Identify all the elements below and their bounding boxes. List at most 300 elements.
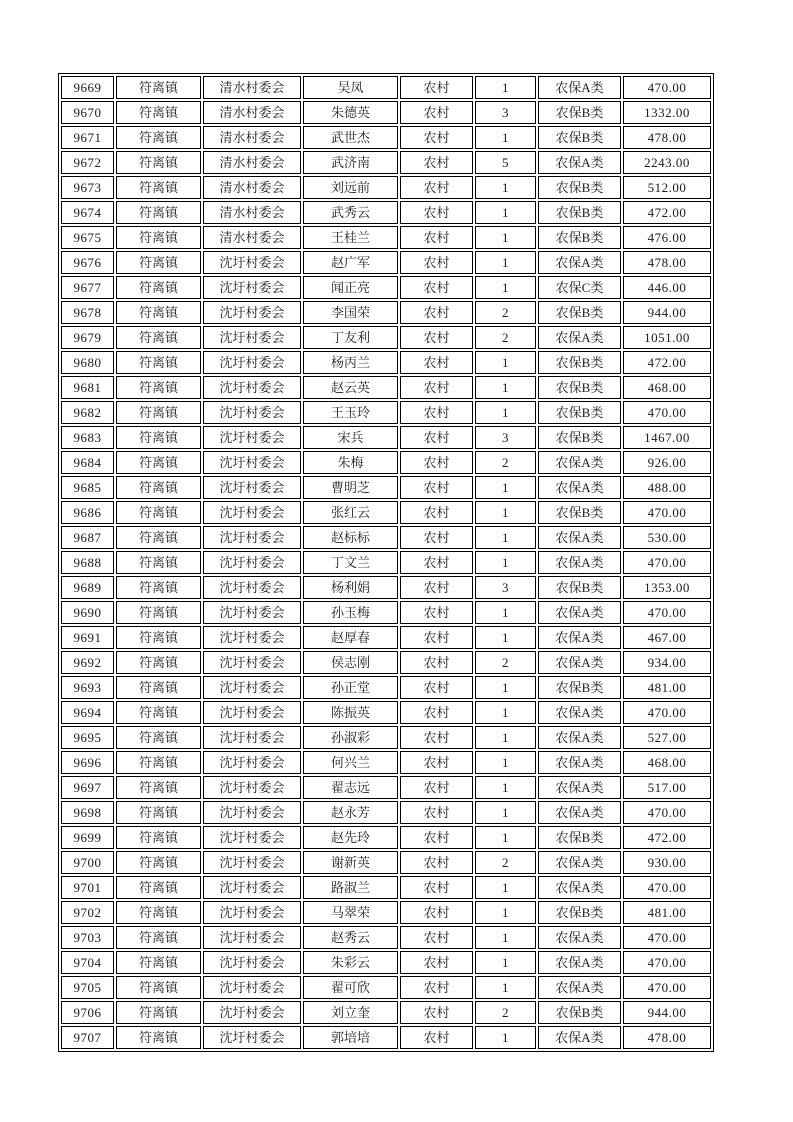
cell-insurance-category: 农保B类	[538, 901, 621, 924]
cell-amount: 944.00	[623, 1001, 711, 1024]
table-row	[61, 751, 711, 774]
table-row	[61, 601, 711, 624]
cell-person-name: 杨利娟	[303, 576, 398, 599]
table-row	[61, 926, 711, 949]
cell-village-committee: 清水村委会	[203, 101, 301, 124]
cell-person-count: 1	[475, 626, 536, 649]
cell-village-committee: 沈圩村委会	[203, 976, 301, 999]
cell-town: 符离镇	[116, 226, 201, 249]
cell-village-committee: 沈圩村委会	[203, 726, 301, 749]
cell-insurance-category: 农保C类	[538, 276, 621, 299]
cell-village-committee: 沈圩村委会	[203, 751, 301, 774]
table-row	[61, 126, 711, 149]
cell-amount: 470.00	[623, 926, 711, 949]
cell-record-number: 9680	[61, 351, 114, 374]
cell-residence-type: 农村	[400, 526, 473, 549]
cell-person-name: 翟志远	[303, 776, 398, 799]
cell-village-committee: 沈圩村委会	[203, 876, 301, 899]
table-row	[61, 801, 711, 824]
cell-town: 符离镇	[116, 326, 201, 349]
cell-insurance-category: 农保B类	[538, 301, 621, 324]
cell-residence-type: 农村	[400, 876, 473, 899]
cell-insurance-category: 农保B类	[538, 401, 621, 424]
cell-record-number: 9689	[61, 576, 114, 599]
cell-insurance-category: 农保A类	[538, 726, 621, 749]
cell-record-number: 9670	[61, 101, 114, 124]
cell-person-name: 孙淑彩	[303, 726, 398, 749]
cell-record-number: 9676	[61, 251, 114, 274]
cell-amount: 1353.00	[623, 576, 711, 599]
cell-record-number: 9703	[61, 926, 114, 949]
table-row	[61, 701, 711, 724]
cell-amount: 467.00	[623, 626, 711, 649]
cell-village-committee: 沈圩村委会	[203, 601, 301, 624]
cell-record-number: 9701	[61, 876, 114, 899]
cell-amount: 446.00	[623, 276, 711, 299]
table-row	[61, 651, 711, 674]
cell-record-number: 9669	[61, 76, 114, 99]
cell-residence-type: 农村	[400, 776, 473, 799]
table-row	[61, 676, 711, 699]
cell-record-number: 9671	[61, 126, 114, 149]
cell-amount: 512.00	[623, 176, 711, 199]
cell-town: 符离镇	[116, 126, 201, 149]
cell-residence-type: 农村	[400, 176, 473, 199]
cell-village-committee: 沈圩村委会	[203, 326, 301, 349]
table-row	[61, 901, 711, 924]
cell-person-count: 2	[475, 326, 536, 349]
cell-village-committee: 沈圩村委会	[203, 801, 301, 824]
table-row	[61, 876, 711, 899]
cell-person-name: 赵秀云	[303, 926, 398, 949]
cell-town: 符离镇	[116, 826, 201, 849]
cell-person-count: 1	[475, 126, 536, 149]
cell-residence-type: 农村	[400, 151, 473, 174]
cell-town: 符离镇	[116, 901, 201, 924]
cell-amount: 476.00	[623, 226, 711, 249]
cell-insurance-category: 农保A类	[538, 526, 621, 549]
cell-town: 符离镇	[116, 101, 201, 124]
cell-insurance-category: 农保A类	[538, 1026, 621, 1049]
cell-record-number: 9681	[61, 376, 114, 399]
cell-town: 符离镇	[116, 276, 201, 299]
cell-village-committee: 清水村委会	[203, 126, 301, 149]
cell-person-count: 1	[475, 501, 536, 524]
cell-residence-type: 农村	[400, 951, 473, 974]
cell-person-count: 1	[475, 751, 536, 774]
cell-amount: 478.00	[623, 1026, 711, 1049]
cell-person-name: 马翠荣	[303, 901, 398, 924]
cell-residence-type: 农村	[400, 1026, 473, 1049]
cell-insurance-category: 农保A类	[538, 701, 621, 724]
cell-insurance-category: 农保A类	[538, 551, 621, 574]
cell-residence-type: 农村	[400, 976, 473, 999]
cell-village-committee: 沈圩村委会	[203, 951, 301, 974]
cell-person-name: 朱彩云	[303, 951, 398, 974]
cell-person-count: 1	[475, 401, 536, 424]
table-row	[61, 201, 711, 224]
cell-record-number: 9700	[61, 851, 114, 874]
cell-person-name: 杨丙兰	[303, 351, 398, 374]
cell-person-count: 2	[475, 301, 536, 324]
cell-person-count: 2	[475, 451, 536, 474]
cell-person-name: 刘远前	[303, 176, 398, 199]
cell-person-name: 刘立奎	[303, 1001, 398, 1024]
cell-person-name: 赵标标	[303, 526, 398, 549]
cell-record-number: 9684	[61, 451, 114, 474]
cell-record-number: 9692	[61, 651, 114, 674]
cell-insurance-category: 农保B类	[538, 426, 621, 449]
cell-residence-type: 农村	[400, 826, 473, 849]
cell-town: 符离镇	[116, 526, 201, 549]
cell-town: 符离镇	[116, 626, 201, 649]
cell-amount: 1051.00	[623, 326, 711, 349]
cell-village-committee: 沈圩村委会	[203, 476, 301, 499]
cell-record-number: 9690	[61, 601, 114, 624]
cell-village-committee: 沈圩村委会	[203, 851, 301, 874]
cell-village-committee: 清水村委会	[203, 226, 301, 249]
cell-amount: 470.00	[623, 701, 711, 724]
cell-town: 符离镇	[116, 151, 201, 174]
cell-person-count: 1	[475, 476, 536, 499]
cell-insurance-category: 农保A类	[538, 476, 621, 499]
cell-village-committee: 沈圩村委会	[203, 276, 301, 299]
cell-amount: 2243.00	[623, 151, 711, 174]
cell-residence-type: 农村	[400, 501, 473, 524]
cell-residence-type: 农村	[400, 726, 473, 749]
table-row	[61, 501, 711, 524]
cell-person-name: 何兴兰	[303, 751, 398, 774]
cell-residence-type: 农村	[400, 626, 473, 649]
cell-village-committee: 沈圩村委会	[203, 451, 301, 474]
cell-amount: 470.00	[623, 801, 711, 824]
cell-person-count: 1	[475, 901, 536, 924]
cell-amount: 481.00	[623, 676, 711, 699]
cell-town: 符离镇	[116, 451, 201, 474]
cell-village-committee: 沈圩村委会	[203, 526, 301, 549]
table-row	[61, 426, 711, 449]
cell-town: 符离镇	[116, 1001, 201, 1024]
cell-person-count: 1	[475, 351, 536, 374]
cell-person-name: 曹明芝	[303, 476, 398, 499]
cell-amount: 470.00	[623, 951, 711, 974]
cell-residence-type: 农村	[400, 651, 473, 674]
cell-village-committee: 沈圩村委会	[203, 826, 301, 849]
cell-person-count: 1	[475, 926, 536, 949]
cell-person-name: 宋兵	[303, 426, 398, 449]
cell-amount: 517.00	[623, 776, 711, 799]
cell-residence-type: 农村	[400, 401, 473, 424]
cell-village-committee: 沈圩村委会	[203, 651, 301, 674]
cell-village-committee: 沈圩村委会	[203, 701, 301, 724]
table-row	[61, 476, 711, 499]
cell-person-count: 1	[475, 76, 536, 99]
cell-town: 符离镇	[116, 476, 201, 499]
cell-residence-type: 农村	[400, 251, 473, 274]
cell-record-number: 9693	[61, 676, 114, 699]
cell-person-name: 武秀云	[303, 201, 398, 224]
cell-record-number: 9688	[61, 551, 114, 574]
cell-insurance-category: 农保A类	[538, 801, 621, 824]
cell-residence-type: 农村	[400, 351, 473, 374]
table-row	[61, 976, 711, 999]
cell-residence-type: 农村	[400, 1001, 473, 1024]
cell-person-name: 赵广军	[303, 251, 398, 274]
cell-person-name: 郭培培	[303, 1026, 398, 1049]
cell-town: 符离镇	[116, 676, 201, 699]
cell-residence-type: 农村	[400, 226, 473, 249]
cell-record-number: 9677	[61, 276, 114, 299]
cell-record-number: 9707	[61, 1026, 114, 1049]
cell-town: 符离镇	[116, 351, 201, 374]
cell-town: 符离镇	[116, 751, 201, 774]
cell-person-count: 1	[475, 551, 536, 574]
cell-insurance-category: 农保A类	[538, 626, 621, 649]
cell-person-count: 2	[475, 851, 536, 874]
cell-town: 符离镇	[116, 601, 201, 624]
cell-record-number: 9694	[61, 701, 114, 724]
cell-residence-type: 农村	[400, 851, 473, 874]
cell-residence-type: 农村	[400, 476, 473, 499]
cell-residence-type: 农村	[400, 426, 473, 449]
cell-person-count: 3	[475, 101, 536, 124]
cell-town: 符离镇	[116, 251, 201, 274]
cell-insurance-category: 农保A类	[538, 926, 621, 949]
table-row	[61, 251, 711, 274]
cell-record-number: 9696	[61, 751, 114, 774]
cell-person-count: 1	[475, 951, 536, 974]
cell-town: 符离镇	[116, 301, 201, 324]
cell-person-name: 赵永芳	[303, 801, 398, 824]
cell-person-name: 孙玉梅	[303, 601, 398, 624]
cell-town: 符离镇	[116, 951, 201, 974]
cell-insurance-category: 农保A类	[538, 76, 621, 99]
cell-village-committee: 沈圩村委会	[203, 426, 301, 449]
cell-person-name: 武世杰	[303, 126, 398, 149]
cell-amount: 488.00	[623, 476, 711, 499]
cell-insurance-category: 农保A类	[538, 851, 621, 874]
table-row	[61, 301, 711, 324]
cell-record-number: 9683	[61, 426, 114, 449]
cell-person-count: 1	[475, 601, 536, 624]
cell-person-name: 侯志刚	[303, 651, 398, 674]
cell-village-committee: 沈圩村委会	[203, 1001, 301, 1024]
cell-insurance-category: 农保A类	[538, 976, 621, 999]
cell-village-committee: 沈圩村委会	[203, 401, 301, 424]
cell-person-count: 1	[475, 976, 536, 999]
cell-residence-type: 农村	[400, 301, 473, 324]
cell-amount: 468.00	[623, 376, 711, 399]
cell-amount: 478.00	[623, 251, 711, 274]
cell-amount: 470.00	[623, 401, 711, 424]
cell-residence-type: 农村	[400, 276, 473, 299]
cell-amount: 934.00	[623, 651, 711, 674]
cell-person-name: 李国荣	[303, 301, 398, 324]
cell-record-number: 9682	[61, 401, 114, 424]
cell-record-number: 9678	[61, 301, 114, 324]
table-body	[61, 76, 711, 1049]
cell-village-committee: 沈圩村委会	[203, 926, 301, 949]
cell-record-number: 9672	[61, 151, 114, 174]
cell-record-number: 9686	[61, 501, 114, 524]
table-row	[61, 176, 711, 199]
records-table	[58, 73, 714, 1052]
cell-amount: 472.00	[623, 351, 711, 374]
cell-village-committee: 沈圩村委会	[203, 376, 301, 399]
cell-village-committee: 沈圩村委会	[203, 576, 301, 599]
table-row	[61, 1001, 711, 1024]
cell-person-name: 陈振英	[303, 701, 398, 724]
cell-insurance-category: 农保B类	[538, 1001, 621, 1024]
cell-person-name: 赵厚春	[303, 626, 398, 649]
cell-residence-type: 农村	[400, 701, 473, 724]
cell-person-name: 朱梅	[303, 451, 398, 474]
cell-person-count: 1	[475, 826, 536, 849]
cell-insurance-category: 农保A类	[538, 451, 621, 474]
cell-person-count: 1	[475, 201, 536, 224]
cell-record-number: 9706	[61, 1001, 114, 1024]
cell-residence-type: 农村	[400, 201, 473, 224]
cell-town: 符离镇	[116, 176, 201, 199]
cell-town: 符离镇	[116, 401, 201, 424]
cell-record-number: 9697	[61, 776, 114, 799]
cell-village-committee: 沈圩村委会	[203, 301, 301, 324]
cell-person-count: 1	[475, 776, 536, 799]
cell-amount: 530.00	[623, 526, 711, 549]
cell-amount: 470.00	[623, 601, 711, 624]
cell-village-committee: 清水村委会	[203, 201, 301, 224]
table-row	[61, 1026, 711, 1049]
cell-insurance-category: 农保B类	[538, 826, 621, 849]
cell-town: 符离镇	[116, 376, 201, 399]
cell-town: 符离镇	[116, 726, 201, 749]
cell-person-count: 2	[475, 1001, 536, 1024]
table-row	[61, 401, 711, 424]
cell-village-committee: 沈圩村委会	[203, 351, 301, 374]
cell-village-committee: 沈圩村委会	[203, 501, 301, 524]
cell-person-count: 1	[475, 226, 536, 249]
cell-record-number: 9702	[61, 901, 114, 924]
cell-town: 符离镇	[116, 551, 201, 574]
cell-residence-type: 农村	[400, 926, 473, 949]
cell-insurance-category: 农保A类	[538, 326, 621, 349]
cell-person-count: 1	[475, 701, 536, 724]
cell-record-number: 9674	[61, 201, 114, 224]
table-row	[61, 226, 711, 249]
cell-village-committee: 清水村委会	[203, 176, 301, 199]
table-row	[61, 351, 711, 374]
cell-residence-type: 农村	[400, 76, 473, 99]
cell-village-committee: 沈圩村委会	[203, 626, 301, 649]
cell-insurance-category: 农保A类	[538, 951, 621, 974]
cell-amount: 930.00	[623, 851, 711, 874]
cell-residence-type: 农村	[400, 901, 473, 924]
cell-town: 符离镇	[116, 926, 201, 949]
cell-person-name: 张红云	[303, 501, 398, 524]
cell-residence-type: 农村	[400, 376, 473, 399]
cell-village-committee: 沈圩村委会	[203, 676, 301, 699]
cell-amount: 944.00	[623, 301, 711, 324]
cell-person-count: 2	[475, 651, 536, 674]
cell-town: 符离镇	[116, 201, 201, 224]
cell-insurance-category: 农保B类	[538, 201, 621, 224]
cell-person-count: 1	[475, 526, 536, 549]
cell-amount: 1467.00	[623, 426, 711, 449]
cell-insurance-category: 农保B类	[538, 126, 621, 149]
cell-town: 符离镇	[116, 576, 201, 599]
cell-village-committee: 沈圩村委会	[203, 551, 301, 574]
cell-insurance-category: 农保A类	[538, 151, 621, 174]
cell-town: 符离镇	[116, 701, 201, 724]
cell-person-count: 1	[475, 1026, 536, 1049]
table-row	[61, 101, 711, 124]
cell-insurance-category: 农保A类	[538, 601, 621, 624]
cell-insurance-category: 农保B类	[538, 176, 621, 199]
cell-town: 符离镇	[116, 851, 201, 874]
cell-amount: 481.00	[623, 901, 711, 924]
cell-person-count: 1	[475, 676, 536, 699]
cell-town: 符离镇	[116, 776, 201, 799]
cell-record-number: 9705	[61, 976, 114, 999]
cell-amount: 1332.00	[623, 101, 711, 124]
cell-insurance-category: 农保A类	[538, 776, 621, 799]
cell-person-name: 路淑兰	[303, 876, 398, 899]
cell-residence-type: 农村	[400, 601, 473, 624]
cell-town: 符离镇	[116, 876, 201, 899]
table-row	[61, 526, 711, 549]
cell-village-committee: 沈圩村委会	[203, 776, 301, 799]
cell-record-number: 9704	[61, 951, 114, 974]
cell-insurance-category: 农保A类	[538, 876, 621, 899]
cell-amount: 470.00	[623, 501, 711, 524]
cell-record-number: 9685	[61, 476, 114, 499]
table-row	[61, 851, 711, 874]
cell-person-count: 5	[475, 151, 536, 174]
cell-person-count: 3	[475, 426, 536, 449]
cell-record-number: 9673	[61, 176, 114, 199]
table-row	[61, 726, 711, 749]
cell-amount: 472.00	[623, 826, 711, 849]
cell-residence-type: 农村	[400, 126, 473, 149]
cell-insurance-category: 农保B类	[538, 226, 621, 249]
cell-person-name: 孙正堂	[303, 676, 398, 699]
cell-person-count: 3	[475, 576, 536, 599]
cell-record-number: 9675	[61, 226, 114, 249]
table-row	[61, 626, 711, 649]
cell-town: 符离镇	[116, 76, 201, 99]
cell-residence-type: 农村	[400, 101, 473, 124]
cell-residence-type: 农村	[400, 676, 473, 699]
table-row	[61, 276, 711, 299]
cell-insurance-category: 农保A类	[538, 251, 621, 274]
cell-person-name: 丁文兰	[303, 551, 398, 574]
cell-town: 符离镇	[116, 801, 201, 824]
table-row	[61, 451, 711, 474]
cell-person-count: 1	[475, 376, 536, 399]
cell-person-name: 吴凤	[303, 76, 398, 99]
cell-person-name: 武济南	[303, 151, 398, 174]
cell-insurance-category: 农保B类	[538, 376, 621, 399]
cell-amount: 470.00	[623, 551, 711, 574]
cell-person-count: 1	[475, 876, 536, 899]
table-row	[61, 551, 711, 574]
cell-residence-type: 农村	[400, 451, 473, 474]
cell-insurance-category: 农保B类	[538, 676, 621, 699]
cell-amount: 470.00	[623, 876, 711, 899]
table-row	[61, 576, 711, 599]
table-row	[61, 376, 711, 399]
cell-amount: 470.00	[623, 976, 711, 999]
